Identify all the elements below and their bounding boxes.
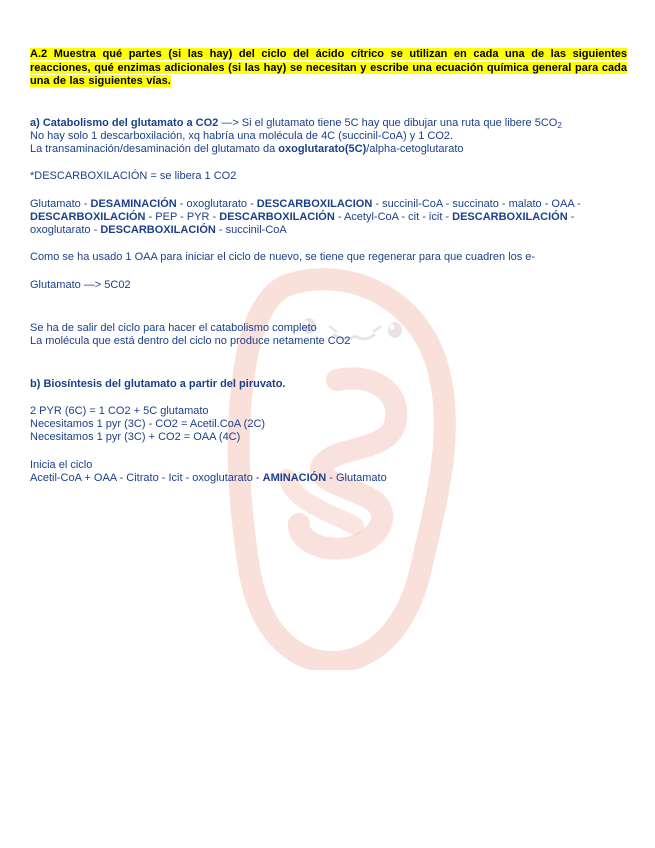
document-body xyxy=(30,48,627,485)
biosynthesis-pathway-pre: Acetil-CoA + OAA - Citrato - Icit - oxoglutarato - xyxy=(30,471,263,484)
section-a xyxy=(30,117,627,348)
section-a-line-2: No hay solo 1 descarboxilación, xq habría una molécula de 4C (succinil-CoA) y 1 CO2. xyxy=(30,129,454,142)
section-a-title-tail: —> Si el glutamato tiene 5C hay que dibujar una ruta que libere 5CO xyxy=(218,116,558,129)
biosynthesis-pathway xyxy=(30,472,627,485)
equation-3: Necesitamos 1 pyr (3C) + CO2 = OAA (4C) xyxy=(30,430,241,443)
conclusion-line-1: Se ha de salir del ciclo para hacer el catabolismo completo xyxy=(30,321,317,334)
pathway-step-bold: DESCARBOXILACION xyxy=(256,197,373,210)
pathway-step: - oxoglutarato - xyxy=(30,210,575,236)
pathway-step-bold: DESCARBOXILACIÓN xyxy=(452,210,568,223)
section-a-title-line xyxy=(30,117,627,130)
pathway-step: - succinil-CoA xyxy=(215,223,287,236)
pathway-step: Glutamato - xyxy=(30,197,91,210)
pathway-step-bold: DESCARBOXILACIÓN xyxy=(30,210,146,223)
catabolism-summary: Glutamato —> 5C02 xyxy=(30,278,131,291)
pathway-step: - succinil-CoA - succinato - malato - OAA - xyxy=(372,197,581,210)
section-b-title: b) Biosíntesis del glutamato a partir del piruvato. xyxy=(30,377,286,390)
equation-2: Necesitamos 1 pyr (3C) - CO2 = Acetil.CoA (2C) xyxy=(30,417,266,430)
section-a-line-3-bold: oxoglutarato(5C) xyxy=(278,142,367,155)
section-a-line-3 xyxy=(30,143,627,156)
pathway-step-bold: DESCARBOXILACIÓN xyxy=(219,210,335,223)
conclusion-line-2: La molécula que está dentro del ciclo no produce netamente CO2 xyxy=(30,334,351,347)
section-a-line-3-pre: La transaminación/desaminación del glutamato da xyxy=(30,142,279,155)
section-a-title: a) Catabolismo del glutamato a CO2 xyxy=(30,116,219,129)
biosynthesis-pathway-bold: AMINACIÓN xyxy=(262,471,327,484)
section-b xyxy=(30,378,627,485)
pathway-step: - PEP - PYR - xyxy=(145,210,220,223)
decarboxylation-note: *DESCARBOXILACIÓN = se libera 1 CO2 xyxy=(30,169,237,182)
cycle-start-label: Inicia el ciclo xyxy=(30,458,93,471)
catabolism-pathway xyxy=(30,198,627,237)
question-heading-text: A.2 Muestra qué partes (si las hay) del ciclo del ácido cítrico se utilizan en cada una de las siguientes reacciones, qué enzimas adicionales (si las hay) se necesitan y escribe una ecuación química general para cada una de las siguientes vías. xyxy=(30,48,627,87)
pathway-step: - oxoglutarato - xyxy=(176,197,257,210)
question-heading xyxy=(30,48,627,89)
oaa-regeneration-note: Como se ha usado 1 OAA para iniciar el ciclo de nuevo, se tiene que regenerar para que cuadren los e- xyxy=(30,250,536,263)
pathway-step: - Acetyl-CoA - cit - icit - xyxy=(334,210,453,223)
biosynthesis-pathway-post: - Glutamato xyxy=(326,471,387,484)
equation-1: 2 PYR (6C) = 1 CO2 + 5C glutamato xyxy=(30,404,209,417)
pathway-step-bold: DESAMINACIÓN xyxy=(90,197,177,210)
section-a-line-3-post: /alpha-cetoglutarato xyxy=(366,142,464,155)
pathway-step-bold: DESCARBOXILACIÓN xyxy=(100,223,216,236)
section-a-title-subscript: 2 xyxy=(557,120,562,130)
